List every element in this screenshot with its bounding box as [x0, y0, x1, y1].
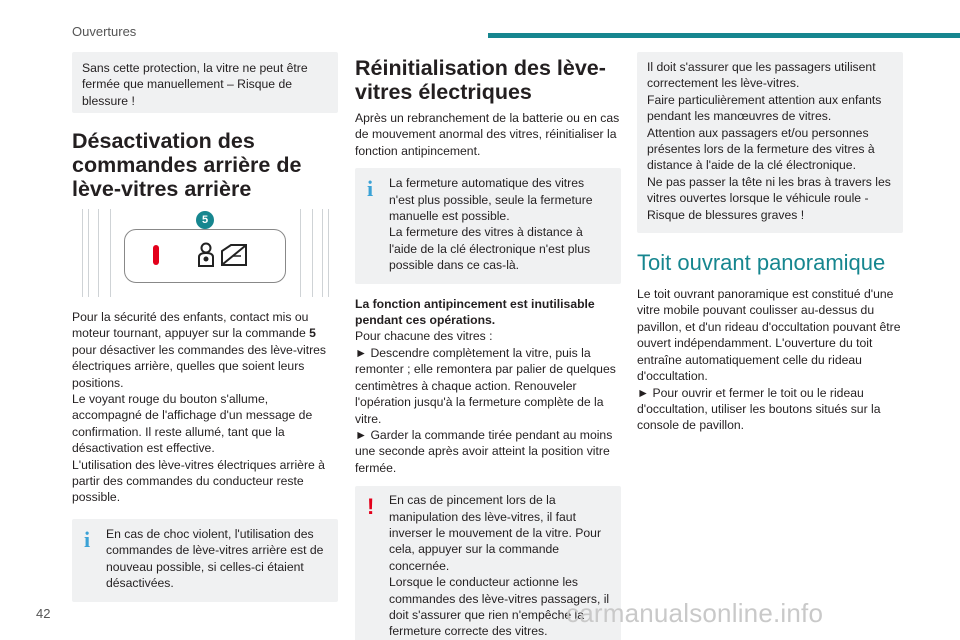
- note-continued-line-2: Faire particulièrement attention aux enfants pendant les manœuvres de vitres.: [647, 92, 882, 124]
- note-continued-line-4: Ne pas passer la tête ni les bras à travers les vitres ouvertes lorsque le véhicule roule - Risque de blessures graves !: [647, 174, 891, 222]
- window-disabled-icon: [219, 242, 249, 268]
- info-note-reset: [355, 168, 621, 283]
- note-continued-line-1: Il doit s'assurer que les passagers utilisent correctement les lève-vitres.: [647, 60, 876, 91]
- reset-intro: [355, 110, 621, 159]
- note-continued-line-3: Attention aux passagers et/ou personnes présentes lors de la fermeture des vitres à distance à l'aide de la clé électronique.: [647, 125, 875, 173]
- control-number-ref: 5: [309, 326, 316, 341]
- info-note-shock: [72, 519, 338, 602]
- note-protection-text: Sans cette protection, la vitre ne peut être fermée que manuellement – Risque de blessure !: [82, 61, 308, 108]
- note-protection: [72, 52, 338, 113]
- rear-window-lock-figure: [72, 209, 338, 301]
- watermark-text: carmanualsonline.info: [566, 598, 824, 628]
- reset-intro-text: Après un rebranchement de la batterie ou en cas de mouvement anormal des vitres, réinitialiser la fonction antipincement.: [355, 111, 620, 158]
- red-indicator-light: [153, 245, 159, 265]
- control-panel: [124, 229, 286, 283]
- deactivation-para-1: Pour la sécurité des enfants, contact mis ou moteur tournant, appuyer sur la commande 5 pour désactiver les commandes des lève-vitres électriques arrière, quelles que soient leurs positions.: [72, 310, 327, 390]
- control-number-badge: 5: [196, 211, 214, 229]
- info-icon: i: [84, 526, 91, 552]
- warning-icon: !: [367, 494, 375, 520]
- section-heading-deactivation: Désactivation des commandes arrière de lève-vitres arrière: [72, 129, 302, 201]
- reset-step-intro: Pour chacune des vitres :: [355, 329, 493, 344]
- sunroof-body: [637, 286, 903, 434]
- reset-step-1: ► Descendre complètement la vitre, puis la remonter ; elle remontera par palier de quelques centimètres à chaque action. Renouveler l'opération jusqu'à la fermeture complète de la vitre.: [355, 345, 616, 426]
- column-1: [72, 52, 338, 602]
- info-icon: i: [367, 176, 374, 202]
- info-note-reset-line-2: La fermeture des vitres à distance à l'aide de la clé électronique n'est plus possible dans ce cas-là.: [389, 225, 591, 273]
- sunroof-para-1: Le toit ouvrant panoramique est constitué d'une vitre mobile pouvant coulisser au-dessus du pavillon, et d'un rideau d'occultation pouvant être ouvert indépendamment. L'ouverture du toit entraîne automatiquement celle du rideau d'occultation.: [637, 287, 901, 384]
- column-3: [637, 52, 903, 434]
- warning-note-continued: [637, 52, 903, 233]
- deactivation-para-2: Le voyant rouge du bouton s'allume, accompagné de l'affichage d'un message de confirmation. Il reste allumé, tant que la désactivation est effective.: [72, 392, 313, 456]
- info-note-shock-text: En cas de choc violent, l'utilisation des commandes de lève-vitres arrière est de nouveau possible, si celles-ci étaient désactivées.: [106, 526, 324, 591]
- section-heading-reset: Réinitialisation des lève-vitres électriques: [355, 56, 606, 104]
- page-header-title: Ouvertures: [72, 24, 137, 39]
- sunroof-para-2: ► Pour ouvrir et fermer le toit ou le rideau d'occultation, utiliser les boutons situés sur la console de pavillon.: [637, 385, 881, 433]
- reset-bold-warning: La fonction antipincement est inutilisable pendant ces opérations.: [355, 296, 595, 328]
- section-heading-sunroof: Toit ouvrant panoramique: [637, 250, 886, 276]
- header-accent-bar: [488, 33, 960, 38]
- warning-note-pinch-line-2: Lorsque le conducteur actionne les commandes des lève-vitres passagers, il doit s'assurer que rien n'empêche la fermeture correcte des vitres.: [389, 575, 610, 639]
- deactivation-para-3: L'utilisation des lève-vitres électriques arrière à partir des commandes du conducteur reste possible.: [72, 457, 325, 505]
- warning-note-pinch-line-1: En cas de pincement lors de la manipulation des lève-vitres, il faut inverser le mouvement de la vitre. Pour cela, appuyer sur la commande concernée.: [389, 493, 602, 573]
- info-note-reset-line-1: La fermeture automatique des vitres n'est plus possible, seule la fermeture manuelle est possible.: [389, 176, 593, 224]
- page-number: 42: [36, 606, 51, 621]
- deactivation-body: [72, 309, 338, 506]
- child-lock-icon: [195, 242, 217, 268]
- column-2: [355, 52, 621, 640]
- reset-step-2: ► Garder la commande tirée pendant au moins une seconde après avoir atteint la position vitre fermée.: [355, 427, 613, 475]
- reset-steps: [355, 296, 621, 476]
